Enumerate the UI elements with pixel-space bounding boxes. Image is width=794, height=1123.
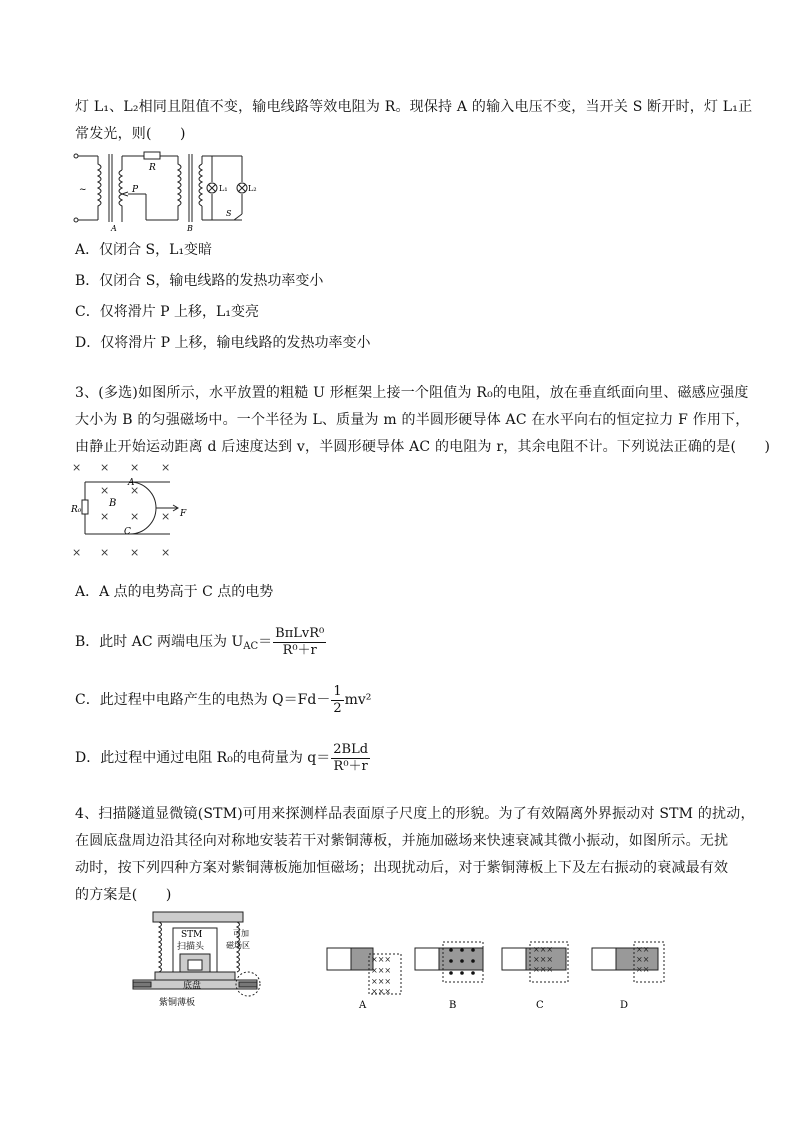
q2-option-a: A．仅闭合 S，L₁变暗 [75,242,213,258]
q3-option-c-numerator: 1 [333,683,342,699]
q3-option-c-denominator: 2 [333,700,342,716]
svg-text:××: ×× [636,955,650,964]
base-label: 底盘 [183,981,202,991]
svg-text:×××: ××× [533,945,554,954]
q2-option-d: D．仅将滑片 P 上移，输电线路的发热功率变小 [75,335,371,351]
choice-c-label: C [536,1000,544,1010]
choice-c-diagram [500,938,580,1010]
scan-head-label: 扫描头 [177,942,205,952]
q2-stem-line2: 常发光，则( ) [75,126,186,142]
svg-text:×××: ××× [371,987,392,996]
label-C-point: C [124,527,131,537]
svg-text:×: × [100,510,110,523]
svg-text:×: × [130,546,140,559]
svg-text:×: × [72,461,82,474]
q4-stem-line2: 在圆底盘周边沿其径向对称地安装若干对紫铜薄板，并施加磁场来快速衰减其微小振动，如图所示。无扰 [75,833,729,849]
svg-text:×: × [161,461,171,474]
field-zone-label-1: 可加 [233,929,249,938]
svg-text:×××: ××× [533,955,554,964]
label-L2: L₂ [248,184,257,193]
transformer-circuit-figure [70,150,270,232]
label-B-field: B [109,498,117,509]
q3-option-b-denominator: R⁰＋r [282,642,317,658]
label-A-point: A [128,478,135,488]
q4-stem-line3: 动时，按下列四种方案对紫铜薄板施加恒磁场；出现扰动后，对于紫铜薄板上下及左右振动的衰减最有效 [75,860,729,876]
q2-stem-line1: 灯 L₁、L₂相同且阻值不变，输电线路等效电阻为 R。现保持 A 的输入电压不变，当开关 S 断开时，灯 L₁正 [75,99,753,115]
q3-option-d [75,738,371,778]
svg-text:×: × [72,546,82,559]
svg-text:×: × [100,546,110,559]
q3-option-d-fraction [331,742,370,775]
u-frame-semicircle-figure [70,460,190,560]
q3-option-b-numerator: BπLvR⁰ [275,625,325,641]
stm-label: STM [181,930,203,940]
q3-option-b [75,622,327,662]
q4-stem-line1: 4、扫描隧道显微镜(STM)可用来探测样品表面原子尺度上的形貌。为了有效隔离外界振动对 STM 的扰动， [75,806,755,822]
q3-option-c-suffix: mv² [344,692,372,708]
label-S: S [226,209,232,218]
q3-stem-line3: 由静止开始运动距离 d 后速度达到 v，半圆形硬导体 AC 的电阻为 r，其余电阻不计。下列说法正确的是( ) [75,439,771,455]
q3-option-b-text: B．此时 AC 两端电压为 U [75,634,244,650]
svg-text:×: × [130,484,140,497]
choice-a-label: A [359,1000,367,1010]
q3-option-c-fraction [331,684,343,717]
q2-option-b: B．仅闭合 S，输电线路的发热功率变小 [75,273,324,289]
plate-label: 紫铜薄板 [159,998,196,1008]
label-A: A [111,224,117,232]
q3-option-d-numerator: 2BLd [333,741,369,757]
svg-text:×: × [130,461,140,474]
stm-apparatus-figure [125,910,275,1010]
svg-text:×××: ××× [371,966,392,975]
label-R: R [149,163,156,173]
label-B: B [187,224,193,232]
label-P: P [132,185,139,195]
q3-option-b-subscript: AC [243,641,259,652]
choice-b-label: B [449,1000,457,1010]
field-zone-label-2: 磁场区 [226,941,250,950]
svg-text:×××: ××× [371,955,392,964]
svg-text:××: ×× [636,945,650,954]
q3-option-d-text: D．此过程中通过电阻 R₀的电荷量为 q＝ [75,750,331,766]
svg-text:×××: ××× [533,965,554,974]
svg-text:×: × [161,546,171,559]
label-R0: R₀ [71,505,82,515]
q3-option-c [75,680,371,720]
svg-text:××: ×× [636,965,650,974]
svg-text:×: × [161,510,171,523]
label-L1: L₁ [219,184,228,193]
q3-stem-line2: 大小为 B 的匀强磁场中。一个半径为 L、质量为 m 的半圆形硬导体 AC 在水平向右的恒定拉力 F 作用下， [75,412,750,428]
svg-text:×: × [130,510,140,523]
label-F: F [180,509,187,519]
q3-option-b-equals: ＝ [258,634,273,650]
svg-text:×: × [100,484,110,497]
choice-d-diagram [590,938,670,1010]
q2-option-c: C．仅将滑片 P 上移，L₁变亮 [75,304,259,320]
ac-source-symbol: ~ [79,185,87,195]
q3-option-b-fraction [273,626,326,659]
q3-option-a: A．A 点的电势高于 C 点的电势 [75,584,274,600]
q4-stem-line4: 的方案是( ) [75,887,172,903]
svg-text:×××: ××× [371,977,392,986]
choice-a-diagram [325,938,405,1010]
q3-option-d-denominator: R⁰＋r [333,758,368,774]
choice-b-diagram [413,938,493,1010]
svg-text:×: × [100,461,110,474]
choice-d-label: D [620,1000,629,1010]
q3-stem-line1: 3、(多选)如图所示，水平放置的粗糙 U 形框架上接一个阻值为 R₀的电阻，放在垂直纸面向里、磁感应强度 [75,385,749,401]
q3-option-c-text: C．此过程中电路产生的电热为 Q＝Fd－ [75,692,331,708]
